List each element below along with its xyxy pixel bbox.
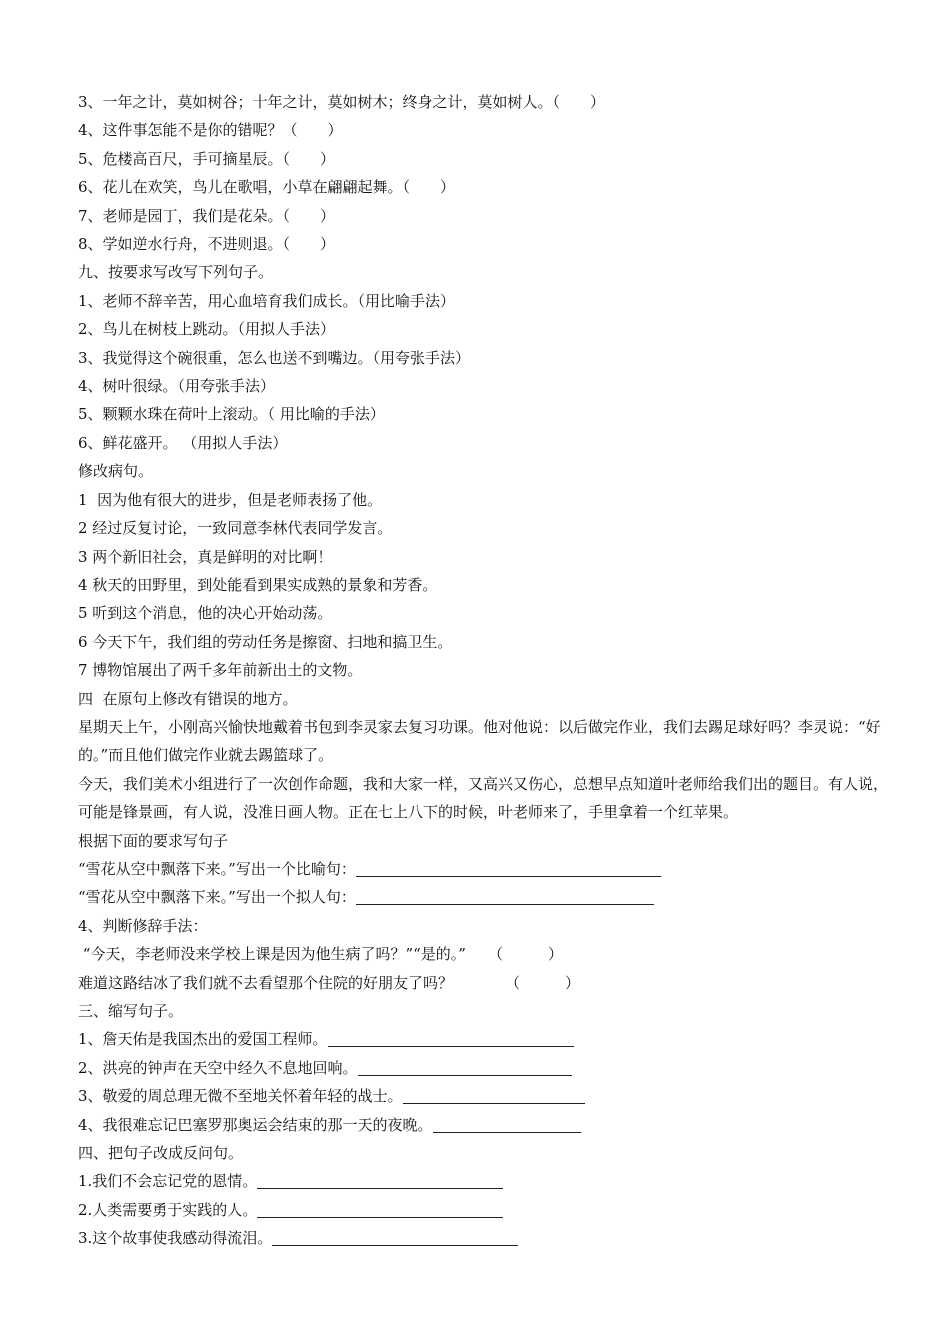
question-line: 5、颗颗水珠在荷叶上滚动。（ 用比喻的手法） bbox=[78, 405, 385, 424]
question-line bbox=[78, 1082, 898, 1110]
section-heading: 修改病句。 bbox=[78, 462, 154, 481]
section-heading: 4、判断修辞手法： bbox=[78, 916, 208, 935]
question-line: 8、学如逆水行舟，不进则退。（ ） bbox=[78, 235, 336, 254]
question-line bbox=[78, 855, 898, 883]
question-line: 7 博物馆展出了两千多年前新出土的文物。 bbox=[78, 661, 363, 680]
question-line bbox=[78, 969, 898, 997]
question-line bbox=[78, 1167, 898, 1195]
question-text: “雪花从空中飘落下来。”写出一个拟人句： bbox=[78, 888, 356, 907]
section-heading: 九、按要求写改写下列句子。 bbox=[78, 263, 274, 282]
question-text: 2、洪亮的钟声在天空中经久不息地回响。 bbox=[78, 1058, 358, 1077]
question-line bbox=[78, 883, 898, 911]
question-line: 4 秋天的田野里，到处能看到果实成熟的景象和芳香。 bbox=[78, 575, 438, 594]
answer-blank[interactable] bbox=[358, 1059, 572, 1076]
question-text: 1.我们不会忘记党的恩情。 bbox=[78, 1172, 258, 1191]
question-line: 5、危楼高百尺，手可摘星辰。（ ） bbox=[78, 149, 336, 168]
question-text: 2.人类需要勇于实践的人。 bbox=[78, 1200, 258, 1219]
question-line: 2 经过反复讨论，一致同意李林代表同学发言。 bbox=[78, 519, 393, 538]
answer-parentheses[interactable]: （ ） bbox=[505, 973, 581, 992]
question-line: 3 两个新旧社会，真是鲜明的对比啊！ bbox=[78, 547, 333, 566]
question-line bbox=[78, 1025, 898, 1053]
question-line: 1、老师不辞辛苦，用心血培育我们成长。（用比喻手法） bbox=[78, 291, 456, 310]
answer-blank[interactable] bbox=[433, 1116, 581, 1133]
question-line bbox=[78, 1196, 898, 1224]
answer-blank[interactable] bbox=[356, 888, 654, 905]
answer-blank[interactable] bbox=[257, 1201, 503, 1218]
question-text: 4、我很难忘记巴塞罗那奥运会结束的那一天的夜晚。 bbox=[78, 1115, 433, 1134]
paragraph-text: 今天，我们美术小组进行了一次创作命题，我和大家一样，又高兴又伤心，总想早点知道叶老师给我们出的题目。有人说，可能是锋景画，有人说，没准日画人物。正在七上八下的时候，叶老师来了，手里拿着一个红苹果。 bbox=[78, 774, 889, 822]
worksheet-page bbox=[78, 88, 898, 1253]
question-line bbox=[78, 940, 898, 968]
question-line: 3、一年之计，莫如树谷；十年之计，莫如树木；终身之计，莫如树人。（ ） bbox=[78, 93, 606, 111]
answer-blank[interactable] bbox=[328, 1030, 574, 1047]
answer-parentheses[interactable]: （ ） bbox=[487, 945, 563, 964]
section-heading: 四 在原句上修改有错误的地方。 bbox=[78, 689, 298, 708]
answer-blank[interactable] bbox=[356, 860, 661, 877]
question-text: “今天，李老师没来学校上课是因为他生病了吗？”“是的。” bbox=[78, 945, 466, 964]
section-heading: 三、缩写句子。 bbox=[78, 1002, 184, 1020]
question-line: 2、鸟儿在树枝上跳动。（用拟人手法） bbox=[78, 320, 336, 339]
question-line bbox=[78, 1111, 898, 1139]
answer-blank[interactable] bbox=[257, 1172, 503, 1189]
question-line: 4、树叶很绿。（用夸张手法） bbox=[78, 377, 276, 396]
section-heading: 四、把句子改成反问句。 bbox=[78, 1144, 244, 1163]
section-heading: 根据下面的要求写句子 bbox=[78, 831, 229, 850]
question-text: 3、敬爱的周总理无微不至地关怀着年轻的战士。 bbox=[78, 1087, 403, 1106]
question-line: 3、我觉得这个碗很重，怎么也送不到嘴边。（用夸张手法） bbox=[78, 348, 471, 367]
question-line: 6、花儿在欢笑，鸟儿在歌唱，小草在翩翩起舞。（ ） bbox=[78, 178, 456, 197]
question-line: 7、老师是园丁，我们是花朵。（ ） bbox=[78, 206, 336, 225]
question-text: “雪花从空中飘落下来。”写出一个比喻句： bbox=[78, 859, 356, 878]
question-text: 3.这个故事使我感动得流泪。 bbox=[78, 1229, 273, 1248]
question-line: 4、这件事怎能不是你的错呢？（ ） bbox=[78, 121, 343, 140]
question-text: 1、詹天佑是我国杰出的爱国工程师。 bbox=[78, 1030, 328, 1049]
question-line: 5 听到这个消息，他的决心开始动荡。 bbox=[78, 604, 333, 623]
question-line bbox=[78, 1054, 898, 1082]
paragraph-text: 星期天上午，小刚高兴愉快地戴着书包到李灵家去复习功课。他对他说：以后做完作业，我们去踢足球好吗？李灵说：“好的。”而且他们做完作业就去踢篮球了。 bbox=[78, 717, 881, 765]
question-line: 6 今天下午，我们组的劳动任务是擦窗、扫地和搞卫生。 bbox=[78, 632, 453, 651]
answer-blank[interactable] bbox=[272, 1229, 518, 1246]
question-line: 1 因为他有很大的进步，但是老师表扬了他。 bbox=[78, 490, 383, 509]
question-text: 难道这路结冰了我们就不去看望那个住院的好朋友了吗？ bbox=[78, 973, 454, 992]
question-line bbox=[78, 1224, 898, 1252]
answer-blank[interactable] bbox=[403, 1087, 585, 1104]
question-line: 6、鲜花盛开。 （用拟人手法） bbox=[78, 433, 288, 452]
